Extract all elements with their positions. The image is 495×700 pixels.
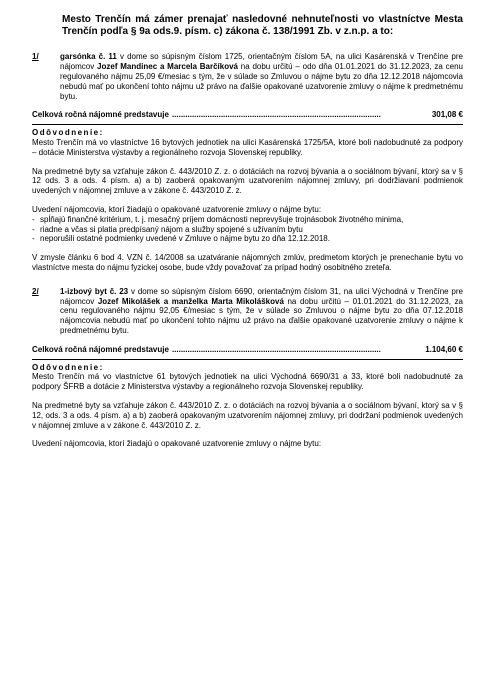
item-tenants: Jozef Mikolášek a manželka Marta Mikolášková	[97, 296, 284, 306]
reason-paragraph: Mesto Trenčín má vo vlastníctve 61 bytových jednotiek na ulici Východná 6690/31 a 33, ktoré boli nadobudnuté za podpory ŠFRB a dotácie z Ministerstva výstavby a regionálneho rozvoja Slovenskej republiky.	[32, 372, 463, 392]
item-text-a: v dome so súpisným číslom 1725, orientačným číslom 5A, na ulici Kasárenská v Trenčíne pre nájomcov	[60, 52, 463, 72]
list-item: - riadne a včas si platia predpísaný nájom a služby spojené s užívaním bytu	[32, 225, 463, 235]
item-description	[60, 52, 463, 101]
reason-heading: Odôvodnenie:	[32, 128, 104, 138]
item-text-b: na dobu určitú – 01.01.2021 do 31.12.2023, za cenu regulovaného nájmu 92,05 €/mesiac s tým, že v súlade so Zmluvou o nájme bytu zo dňa 07.12.2018 nájomcovia nebudú mať po ukončení tohto nájmu už právo na ďalšie opakované uzatvorenie zmluvy o nájme k predmetnému bytu.	[60, 296, 463, 335]
lease-item-1	[32, 52, 463, 272]
item-tenants: Jozef Mandinec a Marcela Barčíková	[97, 62, 238, 72]
item-subject: garsónka č. 11	[60, 52, 117, 62]
document-title: Mesto Trenčín má zámer prenajať nasledovné nehnuteľnosti vo vlastníctve Mesta Trenčín podľa § 9a ods.9. písm. c) zákona č. 138/1991 Zb. v z.n.p. a to:	[62, 14, 463, 38]
item-text-b: na dobu určitú – odo dňa 01.01.2021 do 31.12.2023, za cenu regulovaného nájmu 25,09 €/mesiac s tým, že v súlade so Zmluvou o nájme bytu zo dňa 12.12.2018 nájomcovia nebudú mať po ukončení tohto nájmu už právo na ďalšie opakované uzatvorenie zmluvy o nájme k predmetnému bytu.	[60, 62, 463, 101]
conditions-intro: Uvedení nájomcovia, ktorí žiadajú o opakované uzatvorenie zmluvy o nájme bytu:	[32, 439, 322, 449]
leader-dots: ..............................................................................................	[171, 110, 381, 120]
divider	[32, 359, 463, 360]
item-number: 1/	[32, 52, 39, 62]
item-text-a: v dome so súpisným číslom 6690, orientačným číslom 31, na ulici Východná v Trenčíne pre nájomcov	[60, 286, 463, 306]
closing-paragraph: V zmysle článku 6 bod 4. VZN č. 14/2008 sa uzatváranie nájomných zmlúv, predmetom ktorých je prenechanie bytu vo vlastníctve mesta do nájmu fyzickej osobe, bude vždy považovať za prípad hodný osobitného zreteľa.	[32, 253, 463, 272]
annual-rent-value: 1.104,60 €	[425, 344, 463, 354]
reason-paragraph: Na predmetné byty sa vzťahuje zákon č. 443/2010 Z. z. o dotáciách na rozvoj bývania a o sociálnom bývaní, ktorý sa v § 12, ods. 3 a ods. 4 písm. a) a b) zaoberá opakovaným uzatvorením nájomnej zmluvy, pri dodržaní podmienok uvedených v nájomnej zmluve a v zákone č. 443/2010 Z. z.	[32, 400, 463, 430]
item-subject: 1-izbový byt č. 23	[60, 286, 129, 296]
item-number: 2/	[32, 286, 39, 296]
annual-rent-line	[32, 110, 463, 120]
annual-rent-line	[32, 345, 463, 355]
list-item: - spĺňajú finančné kritérium, t. j. mesačný príjem domácnosti neprevyšuje trojnásobok životného minima,	[32, 215, 463, 225]
leader-dots: ..............................................................................................	[171, 344, 381, 354]
reason-paragraph: Na predmetné byty sa vzťahuje zákon č. 443/2010 Z. z. o dotáciách na rozvoj bývania a o sociálnom bývaní, ktorý sa v § 12 ods. 3 a ods. 4 písm. a) a b) zaoberá opakovaným uzatvorením nájomnej zmluvy, pri dodržiavaní podmienok uvedených v nájomnej zmluve a v zákone č. 443/2010 Z. z.	[32, 166, 463, 196]
divider	[32, 124, 463, 125]
conditions-intro: Uvedení nájomcovia, ktorí žiadajú o opakované uzatvorenie zmluvy o nájme bytu:	[32, 204, 322, 214]
lease-item-2	[32, 287, 463, 449]
annual-rent-label: Celková ročná nájomné predstavuje	[32, 110, 169, 120]
conditions-list	[32, 215, 463, 244]
reason-paragraph: Mesto Trenčín má vo vlastníctve 16 bytových jednotiek na ulici Kasárenská 1725/5A, ktoré boli nadobudnuté za podpory – dotácie Ministerstva výstavby a regionálneho rozvoja Slovenskej republiky.	[32, 137, 463, 157]
document-page	[32, 14, 463, 449]
item-description	[60, 287, 463, 336]
annual-rent-label: Celková ročná nájomné predstavuje	[32, 344, 169, 354]
reason-heading: Odôvodnenie:	[32, 362, 104, 372]
annual-rent-value: 301,08 €	[431, 110, 463, 120]
list-item: - neporušili ostatné podmienky uvedené v Zmluve o nájme bytu zo dňa 12.12.2018.	[32, 234, 463, 244]
